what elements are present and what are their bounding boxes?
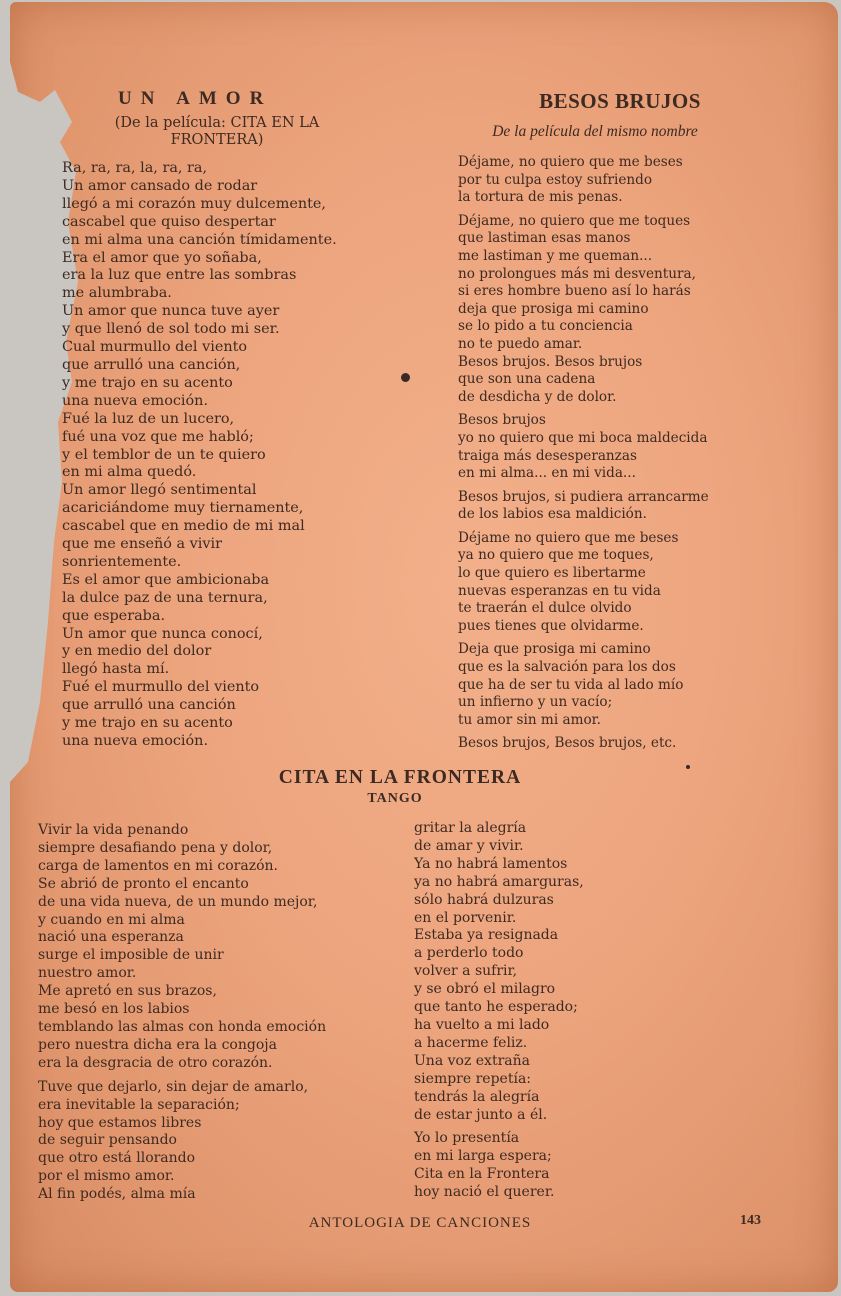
lyric-line: la tortura de mis penas.	[458, 189, 623, 206]
lyric-line: fué una voz que me habló;	[62, 428, 254, 445]
lyric-line: que otro está llorando	[38, 1150, 196, 1167]
lyric-line: Un amor que nunca tuve ayer	[62, 303, 280, 320]
lyric-line: Yo lo presentía	[414, 1130, 520, 1147]
lyric-line: deja que prosiga mi camino	[458, 300, 649, 317]
lyric-line: era la luz que entre las sombras	[62, 267, 297, 284]
book-title-footer: ANTOLOGIA DE CANCIONES	[308, 1215, 532, 1231]
lyric-line: me besó en los labios	[38, 1001, 190, 1018]
lyric-line: carga de lamentos en mi corazón.	[38, 857, 278, 874]
lyric-line: sólo habrá dulzuras	[414, 891, 554, 908]
lyric-line: Estaba ya resignada	[414, 927, 559, 944]
lyric-line: llegó hasta mí.	[62, 661, 170, 678]
song3-lyrics-left	[38, 822, 326, 1204]
lyric-line: de seguir pensando	[38, 1132, 177, 1149]
lyric-line: hoy nació el querer.	[414, 1184, 555, 1201]
lyric-line: un infierno y un vacío;	[458, 694, 613, 711]
lyric-line: Tuve que dejarlo, sin dejar de amarlo,	[38, 1078, 309, 1095]
lyric-line: y cuando en mi alma	[38, 911, 185, 928]
book-page	[10, 2, 838, 1292]
lyric-line: nació una esperanza	[38, 929, 184, 946]
song3-subtitle: TANGO	[367, 791, 423, 806]
ink-speck	[401, 373, 410, 382]
lyric-line: Déjame, no quiero que me toques	[458, 212, 691, 229]
lyric-line: y se obró el milagro	[414, 981, 556, 998]
song1-title: UN AMOR	[118, 88, 273, 109]
lyric-line: y que llenó de sol todo mi ser.	[62, 321, 280, 338]
song2-lyrics	[458, 154, 709, 753]
lyric-line: que arrulló una canción	[62, 697, 236, 714]
lyric-line: que ha de ser tu vida al lado mío	[458, 676, 684, 693]
lyric-line: Déjame, no quiero que me beses	[458, 154, 683, 170]
lyric-line: de desdicha y de dolor.	[458, 388, 617, 405]
lyric-line: una nueva emoción.	[62, 733, 209, 749]
lyric-line: y me trajo en su acento	[62, 374, 233, 391]
lyric-line: Una voz extraña	[414, 1052, 530, 1069]
lyric-line: de los labios esa maldición.	[458, 506, 647, 523]
lyric-line: la dulce paz de una ternura,	[62, 589, 268, 606]
song1-lyrics	[62, 160, 337, 751]
lyric-line: Deja que prosiga mi camino	[458, 641, 651, 658]
lyric-line: temblando las almas con honda emoción	[38, 1018, 327, 1035]
lyric-line: era la desgracia de otro corazón.	[38, 1054, 273, 1071]
lyric-line: cascabel que quiso despertar	[62, 213, 276, 230]
lyric-line: en mi larga espera;	[414, 1148, 552, 1165]
lyric-line: Déjame no quiero que me beses	[458, 529, 679, 546]
lyric-line: Besos brujos, si pudiera arrancarme	[458, 488, 709, 505]
lyric-line: de estar junto a él.	[414, 1106, 548, 1123]
lyric-line: a perderlo todo	[414, 945, 524, 962]
lyric-line: gritar la alegría	[414, 820, 527, 836]
lyric-line: nuestro amor.	[38, 965, 137, 982]
lyric-line: nuevas esperanzas en tu vida	[458, 582, 661, 599]
lyric-line: siempre desafiando pena y dolor,	[38, 839, 273, 856]
ink-speck	[686, 765, 690, 769]
lyric-line: no te puedo amar.	[458, 335, 583, 352]
song3-lyrics-right	[414, 820, 584, 1202]
song2-title: BESOS BRUJOS	[539, 89, 701, 113]
lyric-line: ya no quiero que me toques,	[458, 547, 654, 564]
lyric-line: y en medio del dolor	[62, 643, 212, 660]
lyric-line: que es la salvación para los dos	[458, 659, 676, 676]
lyric-line: Fué el murmullo del viento	[62, 679, 260, 696]
lyric-line: yo no quiero que mi boca maldecida	[458, 429, 708, 446]
lyric-line: Besos brujos. Besos brujos	[458, 353, 643, 370]
lyric-line: traiga más desesperanzas	[458, 447, 637, 464]
lyric-line: Un amor cansado de rodar	[62, 177, 258, 194]
lyric-line: de una vida nueva, de un mundo mejor,	[38, 893, 318, 910]
lyric-line: me alumbraba.	[62, 285, 172, 302]
lyric-line: y me trajo en su acento	[62, 715, 233, 732]
lyric-line: sonrientemente.	[62, 553, 182, 570]
lyric-line: te traerán el dulce olvido	[458, 600, 632, 617]
lyric-line: pero nuestra dicha era la congoja	[38, 1036, 277, 1053]
lyric-line: no prolongues más mi desventura,	[458, 265, 696, 282]
lyric-line: que son una cadena	[458, 371, 596, 388]
lyric-line: ya no habrá amarguras,	[414, 873, 584, 890]
lyric-line: Cual murmullo del viento	[62, 339, 248, 356]
lyric-line: llegó a mi corazón muy dulcemente,	[62, 195, 326, 212]
lyric-line: era inevitable la separación;	[38, 1096, 240, 1113]
lyric-line: Era el amor que yo soñaba,	[62, 249, 262, 266]
lyric-line: Se abrió de pronto el encanto	[38, 875, 249, 892]
lyric-line: Me apretó en sus brazos,	[38, 983, 217, 1000]
lyric-line: en mi alma... en mi vida...	[458, 465, 636, 482]
page-number: 143	[740, 1213, 761, 1228]
lyric-line: Un amor llegó sentimental	[62, 482, 257, 499]
lyric-line: una nueva emoción.	[62, 392, 209, 409]
lyric-line: siempre repetía:	[414, 1070, 532, 1087]
lyric-line: acariciándome muy tiernamente,	[62, 500, 304, 517]
lyric-line: Al fin podés, alma mía	[38, 1186, 196, 1203]
song1-subtitle: (De la película: CITA EN LA FRONTERA)	[114, 115, 320, 148]
lyric-line: Besos brujos, Besos brujos, etc.	[458, 735, 677, 752]
lyric-line: tendrás la alegría	[414, 1088, 540, 1105]
lyric-line: Ya no habrá lamentos	[414, 855, 568, 872]
lyric-line: de amar y vivir.	[414, 837, 524, 854]
song2-subtitle: De la película del mismo nombre	[492, 123, 698, 140]
song3-title: CITA EN LA FRONTERA	[278, 767, 522, 788]
lyric-line: me lastiman y me queman...	[458, 247, 653, 264]
lyric-line: Vivir la vida penando	[38, 822, 189, 838]
lyric-line: surge el imposible de unir	[38, 947, 224, 964]
lyric-line: Cita en la Frontera	[414, 1166, 550, 1183]
lyric-line: y el temblor de un te quiero	[62, 446, 266, 463]
lyric-line: volver a sufrir,	[414, 963, 518, 980]
lyric-line: lo que quiero es libertarme	[458, 565, 646, 582]
lyric-line: por tu culpa estoy sufriendo	[458, 171, 653, 188]
lyric-line: si eres hombre bueno así lo harás	[458, 283, 691, 300]
lyric-line: pues tienes que olvidarme.	[458, 617, 644, 634]
lyric-line: en el porvenir.	[414, 909, 517, 926]
lyric-line: por el mismo amor.	[38, 1168, 175, 1185]
lyric-line: que tanto he esperado;	[414, 999, 578, 1016]
lyric-line: a hacerme feliz.	[414, 1034, 528, 1051]
lyric-line: ha vuelto a mi lado	[414, 1016, 550, 1033]
lyric-line: que lastiman esas manos	[458, 230, 631, 247]
lyric-line: en mi alma quedó.	[62, 464, 197, 481]
lyric-line: Besos brujos	[458, 412, 546, 429]
lyric-line: tu amor sin mi amor.	[458, 711, 601, 728]
lyric-line: Un amor que nunca conocí,	[62, 625, 263, 642]
lyric-line: se lo pido a tu conciencia	[458, 318, 633, 335]
lyric-line: que esperaba.	[62, 607, 166, 624]
lyric-line: en mi alma una canción tímidamente.	[62, 231, 337, 248]
lyric-line: que arrulló una canción,	[62, 356, 241, 373]
lyric-line: Ra, ra, ra, la, ra, ra,	[62, 160, 208, 176]
lyric-line: Fué la luz de un lucero,	[62, 410, 235, 427]
lyric-line: cascabel que en medio de mi mal	[62, 518, 305, 535]
lyric-line: hoy que estamos libres	[38, 1114, 202, 1131]
lyric-line: que me enseñó a vivir	[62, 536, 222, 553]
lyric-line: Es el amor que ambicionaba	[62, 571, 270, 588]
